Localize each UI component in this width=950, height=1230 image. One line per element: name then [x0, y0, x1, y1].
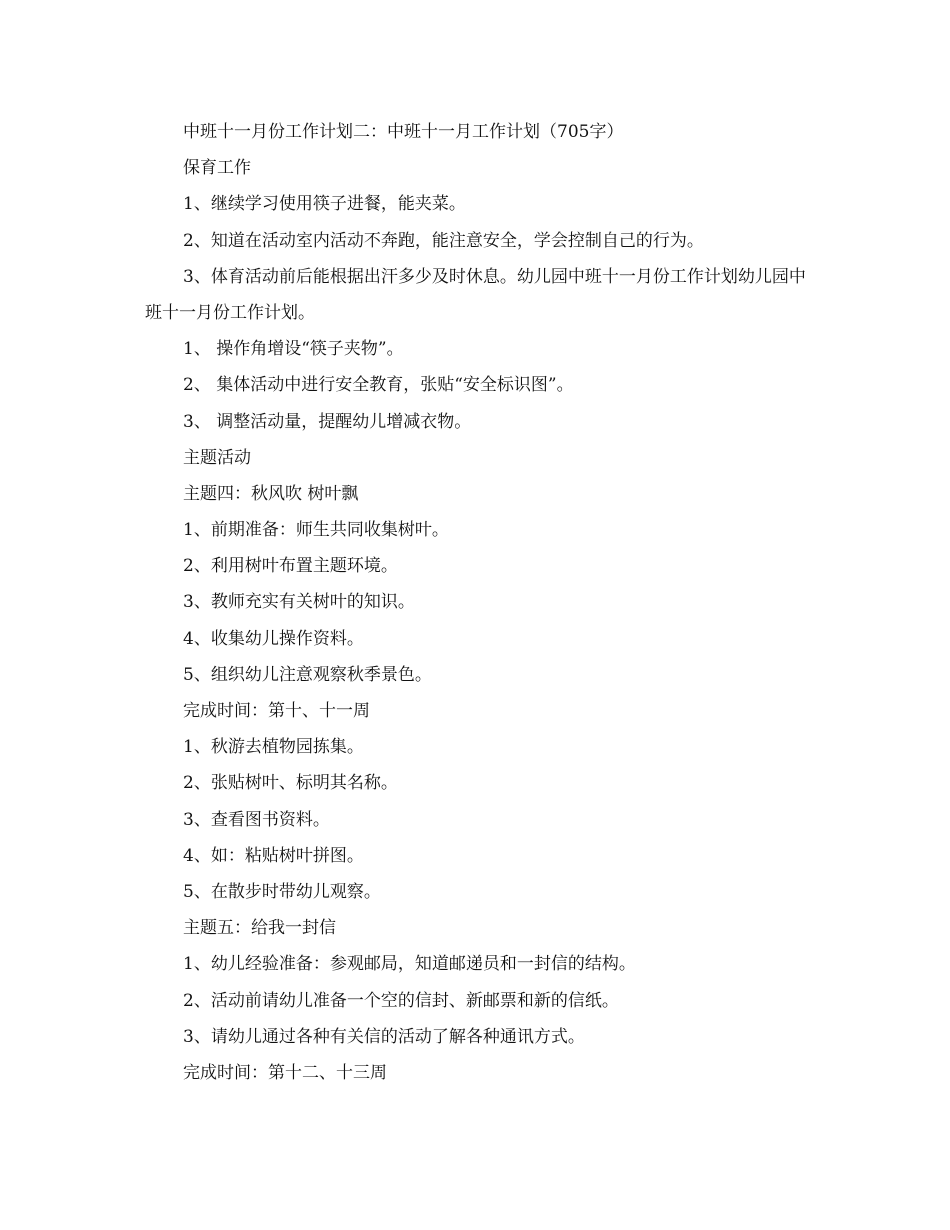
- paragraph: 4、如：粘贴树叶拼图。: [183, 845, 364, 866]
- paragraph: 3、 调整活动量，提醒幼儿增减衣物。: [183, 411, 472, 432]
- paragraph: 2、活动前请幼儿准备一个空的信封、新邮票和新的信纸。: [183, 990, 619, 1011]
- completion-time: 完成时间：第十二、十三周: [183, 1062, 387, 1083]
- paragraph: 1、前期准备：师生共同收集树叶。: [183, 520, 449, 541]
- theme-heading: 主题四：秋风吹 树叶飘: [183, 483, 359, 504]
- paragraph: 2、知道在活动室内活动不奔跑，能注意安全，学会控制自己的行为。: [183, 230, 704, 251]
- paragraph: 3、体育活动前后能根据出汗多少及时休息。幼儿园中班十一月份工作计划幼儿园中班十一月份工作计划。: [145, 266, 806, 323]
- paragraph: 4、收集幼儿操作资料。: [183, 628, 364, 649]
- section-heading-care: 保育工作: [183, 158, 251, 179]
- paragraph: 5、在散步时带幼儿观察。: [183, 881, 381, 902]
- theme-heading: 主题五：给我一封信: [183, 918, 336, 939]
- paragraph: 1、幼儿经验准备：参观邮局，知道邮递员和一封信的结构。: [183, 954, 636, 975]
- completion-time: 完成时间：第十、十一周: [183, 701, 370, 722]
- document-title: 中班十一月份工作计划二：中班十一月工作计划（705字）: [183, 122, 624, 142]
- paragraph: 3、教师充实有关树叶的知识。: [183, 592, 415, 613]
- section-heading-theme-activities: 主题活动: [183, 447, 251, 468]
- paragraph: 3、查看图书资料。: [183, 809, 330, 830]
- paragraph: 2、 集体活动中进行安全教育，张贴“安全标识图”。: [183, 375, 574, 396]
- paragraph: 3、请幼儿通过各种有关信的活动了解各种通讯方式。: [183, 1026, 585, 1047]
- paragraph: 2、利用树叶布置主题环境。: [183, 556, 398, 577]
- paragraph: 1、 操作角增设“筷子夹物”。: [183, 339, 404, 360]
- paragraph: 1、秋游去植物园拣集。: [183, 737, 364, 758]
- paragraph: 2、张贴树叶、标明其名称。: [183, 773, 398, 794]
- paragraph: 1、继续学习使用筷子进餐，能夹菜。: [183, 194, 466, 215]
- paragraph: 5、组织幼儿注意观察秋季景色。: [183, 664, 432, 685]
- document-body: [145, 114, 810, 1091]
